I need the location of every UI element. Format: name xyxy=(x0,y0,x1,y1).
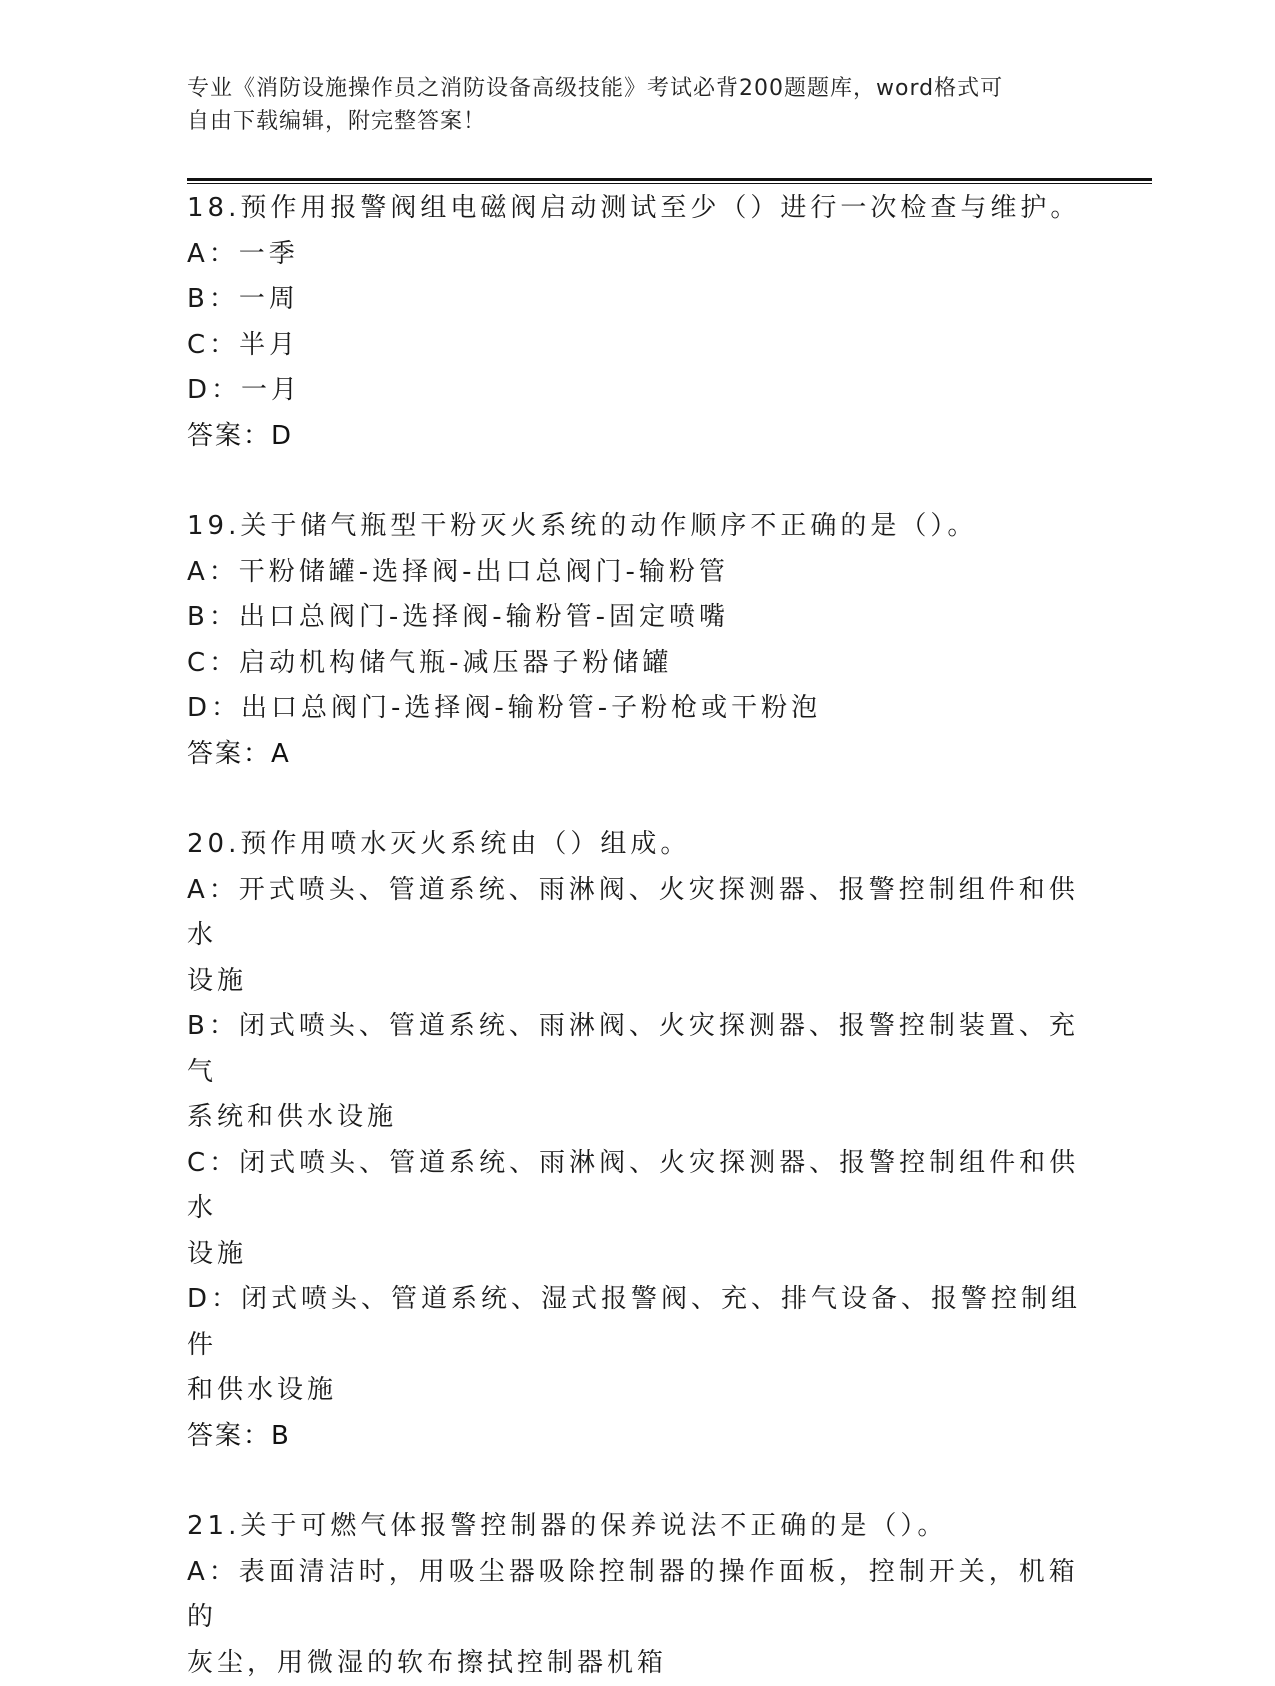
question-option: A：一季 xyxy=(187,232,1087,278)
question-option: 设施 xyxy=(187,959,1087,1005)
answer-line: 答案：D xyxy=(187,414,1087,460)
question-stem: 18.预作用报警阀组电磁阀启动测试至少（）进行一次检查与维护。 xyxy=(187,186,1087,232)
question-option: D：一月 xyxy=(187,368,1087,414)
question-option: C：闭式喷头、管道系统、雨淋阀、火灾探测器、报警控制组件和供水 xyxy=(187,1141,1087,1232)
question-option: A：干粉储罐-选择阀-出口总阀门-输粉管 xyxy=(187,550,1087,596)
question-block xyxy=(187,822,1087,1459)
header-line-1: 专业《消防设施操作员之消防设备高级技能》考试必背200题题库，word格式可 xyxy=(187,72,1067,105)
question-option: C：半月 xyxy=(187,323,1087,369)
questions-list xyxy=(187,186,1087,1686)
question-option: D：闭式喷头、管道系统、湿式报警阀、充、排气设备、报警控制组件 xyxy=(187,1277,1087,1368)
question-option: B：出口总阀门-选择阀-输粉管-固定喷嘴 xyxy=(187,595,1087,641)
question-stem: 21.关于可燃气体报警控制器的保养说法不正确的是（）。 xyxy=(187,1504,1087,1550)
question-block xyxy=(187,186,1087,459)
question-block xyxy=(187,504,1087,777)
question-option: A：开式喷头、管道系统、雨淋阀、火灾探测器、报警控制组件和供水 xyxy=(187,868,1087,959)
header-rule-thin xyxy=(187,183,1152,184)
question-option: A：表面清洁时，用吸尘器吸除控制器的操作面板，控制开关，机箱的 xyxy=(187,1550,1087,1641)
header-line-2: 自由下载编辑，附完整答案！ xyxy=(187,105,1067,138)
question-option: 设施 xyxy=(187,1232,1087,1278)
question-option: 灰尘，用微湿的软布擦拭控制器机箱 xyxy=(187,1641,1087,1686)
answer-line: 答案：A xyxy=(187,732,1087,778)
question-option: 和供水设施 xyxy=(187,1368,1087,1414)
question-block xyxy=(187,1504,1087,1686)
question-option: D：出口总阀门-选择阀-输粉管-子粉枪或干粉泡 xyxy=(187,686,1087,732)
question-option: B：闭式喷头、管道系统、雨淋阀、火灾探测器、报警控制装置、充气 xyxy=(187,1004,1087,1095)
question-option: 系统和供水设施 xyxy=(187,1095,1087,1141)
question-spacer xyxy=(187,1459,1087,1504)
question-spacer xyxy=(187,459,1087,504)
question-stem: 20.预作用喷水灭火系统由（）组成。 xyxy=(187,822,1087,868)
question-stem: 19.关于储气瓶型干粉灭火系统的动作顺序不正确的是（）。 xyxy=(187,504,1087,550)
header-rule-thick xyxy=(187,178,1152,181)
question-option: C：启动机构储气瓶-减压器子粉储罐 xyxy=(187,641,1087,687)
question-option: B：一周 xyxy=(187,277,1087,323)
question-spacer xyxy=(187,777,1087,822)
answer-line: 答案：B xyxy=(187,1414,1087,1460)
document-header xyxy=(187,72,1067,138)
